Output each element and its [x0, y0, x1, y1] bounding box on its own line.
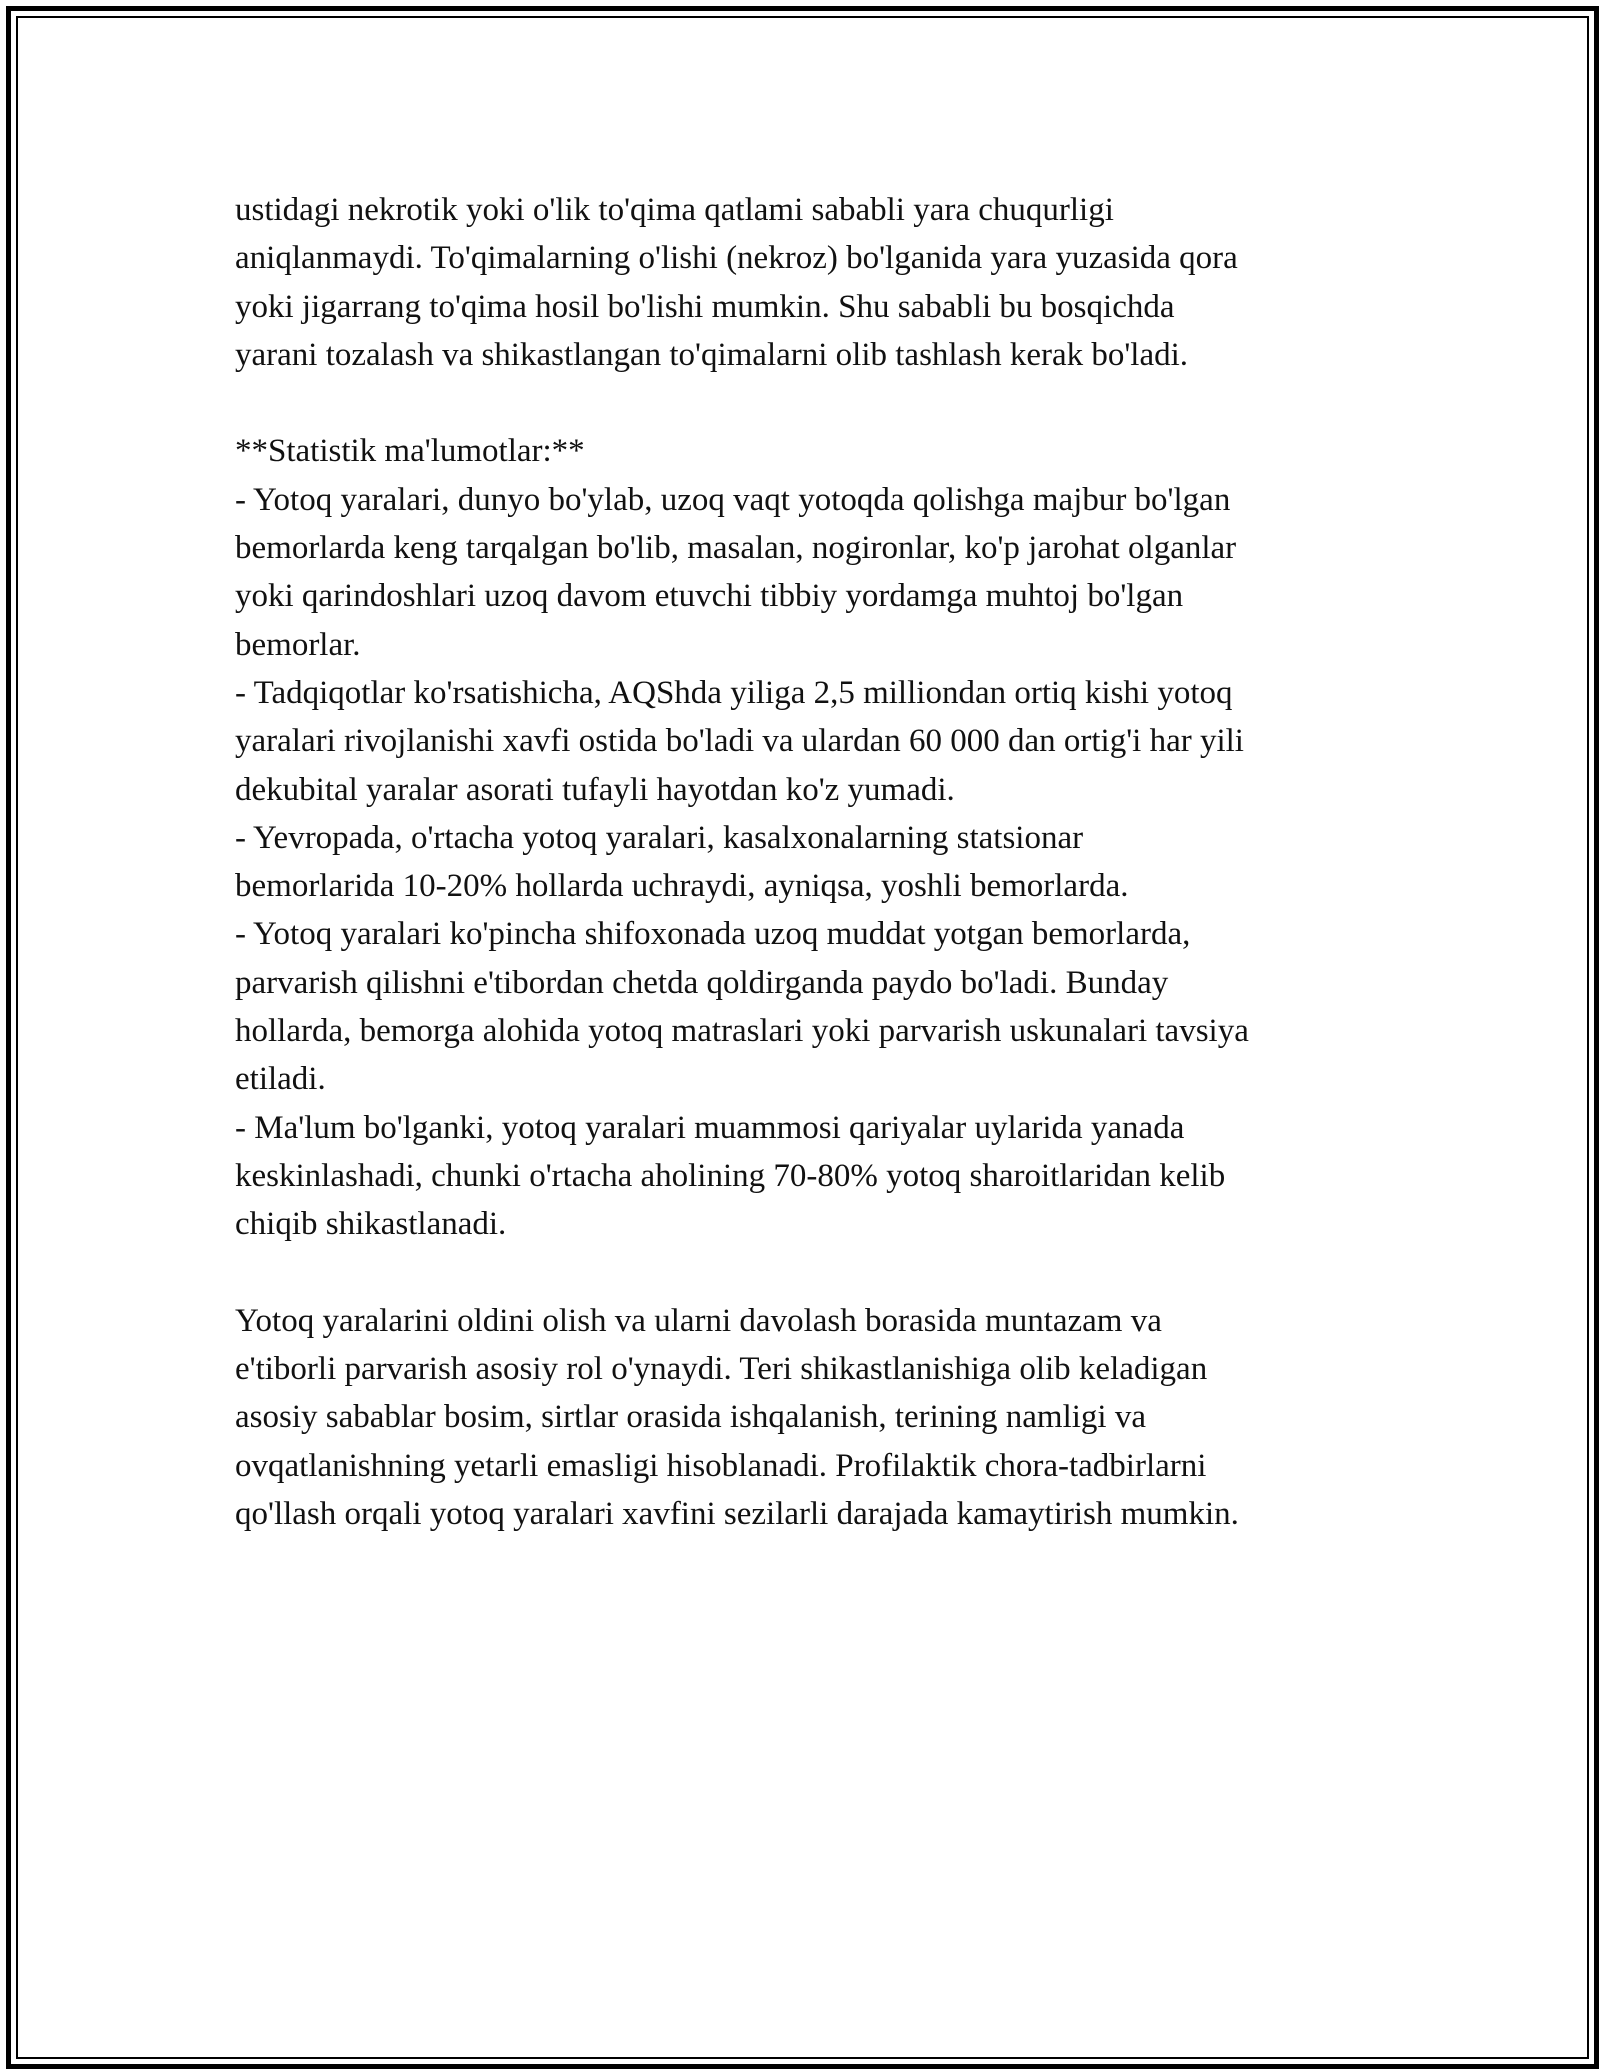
closing-paragraph — [235, 1297, 1385, 1538]
text-line: parvarish qilishni e'tibordan chetda qoldirganda paydo bo'ladi. Bunday — [235, 964, 1169, 1001]
text-line: Yotoq yaralarini oldini olish va ularni davolash borasida muntazam va — [235, 1302, 1162, 1339]
text-line: yarani tozalash va shikastlangan to'qimalarni olib tashlash kerak bo'ladi. — [235, 336, 1189, 373]
text-line: aniqlanmaydi. To'qimalarning o'lishi (nekroz) bo'lganida yara yuzasida qora — [235, 240, 1238, 277]
text-line: - Tadqiqotlar ko'rsatishicha, AQShda yiliga 2,5 milliondan ortiq kishi yotoq — [235, 674, 1233, 711]
text-line: e'tiborli parvarish asosiy rol o'ynaydi. Teri shikastlanishiga olib keladigan — [235, 1351, 1208, 1388]
document-body — [235, 186, 1385, 1538]
text-line: yaralari rivojlanishi xavfi ostida bo'ladi va ulardan 60 000 dan ortig'i har yili — [235, 723, 1244, 760]
text-line: qo'llash orqali yotoq yaralari xavfini sezilarli darajada kamaytirish mumkin. — [235, 1496, 1239, 1533]
text-line: ustidagi nekrotik yoki o'lik to'qima qatlami sababli yara chuqurligi — [235, 192, 1114, 228]
paragraph-spacer — [235, 379, 1385, 427]
text-line: ovqatlanishning yetarli emasligi hisoblanadi. Profilaktik chora-tadbirlarni — [235, 1447, 1207, 1484]
text-line: - Yotoq yaralari, dunyo bo'ylab, uzoq vaqt yotoqda qolishga majbur bo'lgan — [235, 481, 1231, 518]
section-heading: **Statistik ma'lumotlar:** — [235, 433, 585, 470]
statistics-section — [235, 427, 1385, 1248]
text-line: - Yotoq yaralari ko'pincha shifoxonada uzoq muddat yotgan bemorlarda, — [235, 916, 1191, 953]
text-line: yoki qarindoshlari uzoq davom etuvchi tibbiy yordamga muhtoj bo'lgan — [235, 578, 1184, 615]
text-line: hollarda, bemorga alohida yotoq matraslari yoki parvarish uskunalari tavsiya — [235, 1013, 1249, 1050]
text-line: - Yevropada, o'rtacha yotoq yaralari, kasalxonalarning statsionar — [235, 819, 1084, 856]
text-line: asosiy sabablar bosim, sirtlar orasida ishqalanish, terining namligi va — [235, 1399, 1146, 1436]
text-line: keskinlashadi, chunki o'rtacha aholining 70-80% yotoq sharoitlaridan kelib — [235, 1157, 1226, 1194]
text-line: yoki jigarrang to'qima hosil bo'lishi mumkin. Shu sababli bu bosqichda — [235, 288, 1175, 325]
paragraph-spacer — [235, 1249, 1385, 1297]
intro-paragraph — [235, 186, 1385, 379]
text-line: bemorlarda keng tarqalgan bo'lib, masalan, nogironlar, ko'p jarohat olganlar — [235, 530, 1237, 567]
text-line: bemorlar. — [235, 626, 361, 663]
text-line: - Ma'lum bo'lganki, yotoq yaralari muammosi qariyalar uylarida yanada — [235, 1109, 1185, 1146]
text-line: chiqib shikastlanadi. — [235, 1206, 507, 1243]
text-line: dekubital yaralar asorati tufayli hayotdan ko'z yumadi. — [235, 771, 955, 808]
text-line: bemorlarida 10-20% hollarda uchraydi, ayniqsa, yoshli bemorlarda. — [235, 868, 1129, 905]
text-line: etiladi. — [235, 1061, 326, 1098]
